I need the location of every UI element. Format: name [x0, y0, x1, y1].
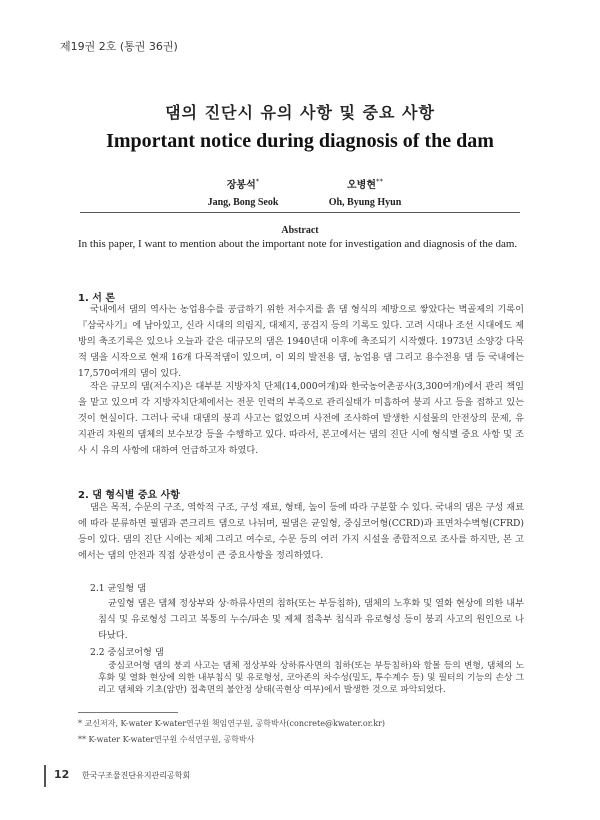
author-2: [300, 176, 430, 208]
subsection-2-1-heading: 2.1 균일형 댐: [90, 583, 146, 594]
section-1-heading: 1. 서 론: [78, 293, 116, 304]
author-1: [178, 176, 308, 208]
section-2-heading: 2. 댐 형식별 중요 사항: [78, 490, 180, 501]
author-2-mark: **: [375, 177, 383, 186]
section-2-paragraph-1: 댐은 목적, 수문의 구조, 역학적 구조, 구성 재료, 형태, 높이 등에 따라 구분할 수 있다. 국내의 댐은 구성 재료에 따라 분류하면 필댐과 콘크리트 댐으로 나뉘며, 필댐은 균일형, 중심코어형(CCRD)과 표면차수벽형(CFRD) 등이 있다. 댐의 진단 시에는 제체 그리고 여수로, 수문 등의 여러 가지 시설을 종합적으로 조사를 하지만, 본 고에서는 댐의 안전과 직접 상관성이 큰 중요사항을 정리하였다.: [78, 502, 524, 561]
footnote-1: * 교신저자, K-water K-water연구원 책임연구원, 공학박사(concrete@kwater.or.kr): [78, 719, 385, 728]
author-1-mark: *: [255, 177, 260, 186]
section-1-paragraph-1: 국내에서 댐의 역사는 농업용수를 공급하기 위한 저수지를 흙 댐 형식의 제방으로 쌓았다는 벽골제의 기록이 『삼국사기』에 남아있고, 신라 시대의 의림지, 대제지, 공검지 등의 기록도 있다. 고려 시대나 조선 시대에도 제방의 축조기록은 있으나 오늘과 같은 대규모의 댐은 1940년대 이후에 축조되기 시작했다. 1973년 소양강 다목적 댐을 시작으로 현재 16개 다목적댐이 있으며, 이 외의 발전용 댐, 농업용 댐 그리고 용수전용 댐 등 국내에는 17,570여개의 댐이 있다.: [78, 304, 524, 379]
footer-bar: [44, 765, 46, 787]
footnote-divider: [78, 712, 178, 713]
abstract-text: In this paper, I want to mention about the important note for investigation and diagnosis of the dam.: [78, 238, 518, 250]
header-divider: [80, 212, 520, 213]
page-number: 12: [54, 768, 70, 781]
journal-name: 한국구조물진단유지관리공학회: [82, 771, 191, 780]
section-1-paragraph-2: 작은 규모의 댐(저수지)은 대부분 지방자치 단체(14,000여개)와 한국농어촌공사(3,300여개)에서 관리 책임을 맡고 있으며 각 지방자치단체에서는 전문 인력의 부족으로 관리실태가 미흡하여 붕괴 사고 등을 접하고 있는 것이 현실이다. 그러나 국내 대댐의 붕괴 사고는 없었으며 사전에 조사하여 발생한 시설물의 안전상의 문제, 유지관리 차원의 댐체의 보수보강 등을 수행하고 있다. 따라서, 본고에서는 댐의 진단 시에 형식별 중요 사항 및 조사 시 유의 사항에 대하여 언급하고자 하였다.: [78, 381, 524, 456]
author-1-name-ko: 장봉석: [226, 180, 256, 191]
running-header: 제19권 2호 (통권 36권): [60, 40, 178, 53]
footnote-2: ** K-water K-water연구원 수석연구원, 공학박사: [78, 735, 255, 744]
author-1-name-en: Jang, Bong Seok: [207, 197, 279, 208]
subsection-2-2-heading: 2.2 중심코어형 댐: [90, 647, 164, 658]
author-2-name-en: Oh, Byung Hyun: [328, 197, 402, 208]
subsection-2-2-text: 중심코어형 댐의 붕괴 사고는 댐체 정상부와 상하류사면의 침하(또는 부등침하)와 함몰 등의 변형, 댐체의 노후화 및 열화 현상에 의한 내부침식 및 유로형성, 코아존의 차수성(밀도, 투수계수 등) 및 필터의 기능의 손상 그리고 댐체와 기초(암반) 접촉면의 불안정 상태(곡현상 여부)에서 발생한 것으로 파악되었다.: [98, 661, 524, 695]
author-2-name-ko: 오병현: [347, 180, 376, 191]
title-english: Important notice during diagnosis of the dam: [106, 130, 494, 152]
abstract-heading: Abstract: [281, 225, 319, 236]
subsection-2-1-text: 균일형 댐은 댐체 정상부와 상·하류사면의 침하(또는 부등침하), 댐체의 노후화 및 열화 현상에 의한 내부 침식 및 유로형성 그리고 복통의 누수/파손 및 제체 접촉부 침식과 유로형성 등이 붕괴 사고의 원인으로 나타났다.: [98, 598, 524, 641]
title-korean: 댐의 진단시 유의 사항 및 중요 사항: [165, 103, 435, 122]
